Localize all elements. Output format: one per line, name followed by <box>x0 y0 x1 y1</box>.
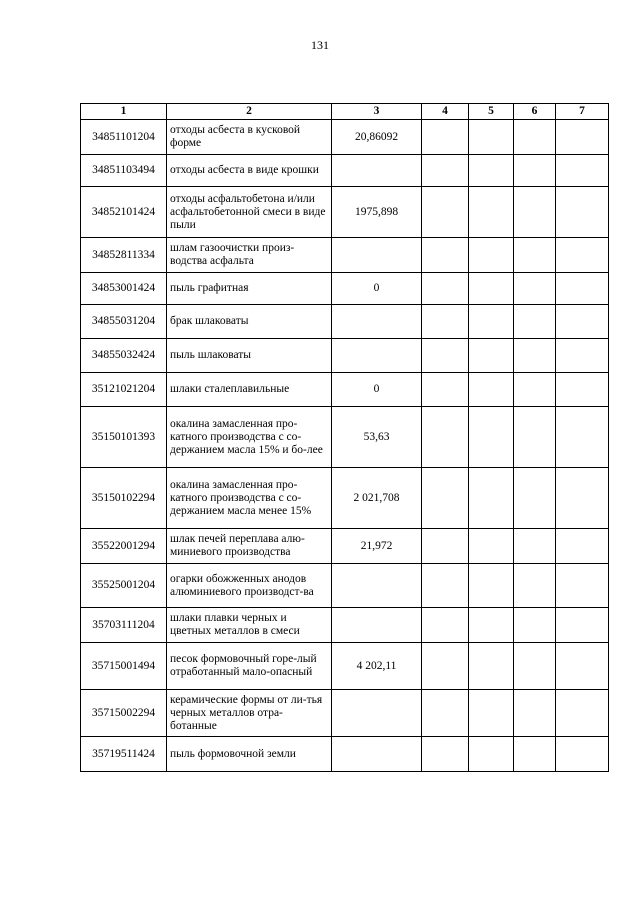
empty-cell <box>422 339 469 373</box>
table-row <box>81 187 609 238</box>
waste-name-cell: окалина замасленная про-катного производства с со-держанием масла менее 15% <box>167 468 332 529</box>
empty-cell <box>422 305 469 339</box>
empty-cell <box>556 529 609 564</box>
empty-cell <box>514 187 556 238</box>
column-header: 1 <box>81 104 167 120</box>
amount-cell: 0 <box>332 373 422 407</box>
empty-cell <box>469 643 514 690</box>
amount-cell <box>332 564 422 608</box>
empty-cell <box>469 373 514 407</box>
table-row <box>81 407 609 468</box>
empty-cell <box>514 690 556 737</box>
empty-cell <box>556 643 609 690</box>
amount-cell <box>332 737 422 772</box>
waste-code-cell: 34852811334 <box>81 238 167 273</box>
table-row <box>81 339 609 373</box>
waste-name-cell: пыль графитная <box>167 273 332 305</box>
empty-cell <box>514 468 556 529</box>
table-row <box>81 564 609 608</box>
empty-cell <box>422 737 469 772</box>
column-header: 2 <box>167 104 332 120</box>
empty-cell <box>469 155 514 187</box>
empty-cell <box>422 468 469 529</box>
amount-cell <box>332 690 422 737</box>
empty-cell <box>469 407 514 468</box>
waste-name-cell: огарки обожженных анодов алюминиевого производст-ва <box>167 564 332 608</box>
amount-cell: 20,86092 <box>332 120 422 155</box>
waste-code-cell: 35719511424 <box>81 737 167 772</box>
empty-cell <box>422 608 469 643</box>
amount-cell: 2 021,708 <box>332 468 422 529</box>
waste-code-cell: 35150101393 <box>81 407 167 468</box>
table-row <box>81 529 609 564</box>
empty-cell <box>556 690 609 737</box>
empty-cell <box>556 339 609 373</box>
empty-cell <box>422 238 469 273</box>
waste-code-cell: 35522001294 <box>81 529 167 564</box>
waste-code-cell: 34851103494 <box>81 155 167 187</box>
page-number: 131 <box>311 38 329 52</box>
empty-cell <box>514 529 556 564</box>
waste-name-cell: шлаки плавки черных и цветных металлов в смеси <box>167 608 332 643</box>
empty-cell <box>514 373 556 407</box>
empty-cell <box>469 737 514 772</box>
empty-cell <box>469 564 514 608</box>
empty-cell <box>514 608 556 643</box>
amount-cell <box>332 339 422 373</box>
empty-cell <box>469 187 514 238</box>
waste-name-cell: шлаки сталеплавильные <box>167 373 332 407</box>
column-header: 6 <box>514 104 556 120</box>
empty-cell <box>469 305 514 339</box>
amount-cell: 4 202,11 <box>332 643 422 690</box>
empty-cell <box>556 155 609 187</box>
amount-cell: 1975,898 <box>332 187 422 238</box>
header-row <box>81 104 609 120</box>
empty-cell <box>556 407 609 468</box>
waste-name-cell: пыль шлаковаты <box>167 339 332 373</box>
empty-cell <box>469 690 514 737</box>
waste-name-cell: отходы асбеста в кусковой форме <box>167 120 332 155</box>
empty-cell <box>556 373 609 407</box>
empty-cell <box>422 373 469 407</box>
table-row <box>81 120 609 155</box>
waste-code-cell: 35715002294 <box>81 690 167 737</box>
waste-name-cell: отходы асфальтобетона и/или асфальтобетонной смеси в виде пыли <box>167 187 332 238</box>
empty-cell <box>422 407 469 468</box>
waste-code-cell: 34853001424 <box>81 273 167 305</box>
empty-cell <box>556 305 609 339</box>
waste-code-cell: 34851101204 <box>81 120 167 155</box>
column-header: 3 <box>332 104 422 120</box>
empty-cell <box>422 273 469 305</box>
waste-code-cell: 34852101424 <box>81 187 167 238</box>
empty-cell <box>514 305 556 339</box>
waste-name-cell: пыль формовочной земли <box>167 737 332 772</box>
amount-cell: 53,63 <box>332 407 422 468</box>
column-header: 7 <box>556 104 609 120</box>
waste-code-cell: 35121021204 <box>81 373 167 407</box>
empty-cell <box>422 187 469 238</box>
empty-cell <box>469 468 514 529</box>
table-row <box>81 373 609 407</box>
empty-cell <box>469 238 514 273</box>
empty-cell <box>514 339 556 373</box>
empty-cell <box>556 564 609 608</box>
table-row <box>81 643 609 690</box>
empty-cell <box>514 564 556 608</box>
waste-code-cell: 35525001204 <box>81 564 167 608</box>
empty-cell <box>556 187 609 238</box>
waste-name-cell: керамические формы от ли-тья черных металлов отра-ботанные <box>167 690 332 737</box>
waste-name-cell: отходы асбеста в виде крошки <box>167 155 332 187</box>
empty-cell <box>556 273 609 305</box>
table-row <box>81 273 609 305</box>
empty-cell <box>556 468 609 529</box>
table-row <box>81 737 609 772</box>
waste-name-cell: шлак печей переплава алю-миниевого производства <box>167 529 332 564</box>
table-row <box>81 468 609 529</box>
empty-cell <box>556 737 609 772</box>
table-row <box>81 305 609 339</box>
empty-cell <box>469 608 514 643</box>
waste-code-cell: 35715001494 <box>81 643 167 690</box>
empty-cell <box>422 564 469 608</box>
waste-name-cell: окалина замасленная про-катного производства с со-держанием масла 15% и бо-лее <box>167 407 332 468</box>
table-row <box>81 608 609 643</box>
amount-cell <box>332 155 422 187</box>
table-row <box>81 690 609 737</box>
amount-cell <box>332 238 422 273</box>
empty-cell <box>422 120 469 155</box>
empty-cell <box>556 238 609 273</box>
column-header: 4 <box>422 104 469 120</box>
empty-cell <box>422 155 469 187</box>
empty-cell <box>469 120 514 155</box>
column-header: 5 <box>469 104 514 120</box>
empty-cell <box>514 407 556 468</box>
waste-code-cell: 35703111204 <box>81 608 167 643</box>
empty-cell <box>514 120 556 155</box>
amount-cell: 21,972 <box>332 529 422 564</box>
waste-table <box>80 103 609 772</box>
amount-cell: 0 <box>332 273 422 305</box>
empty-cell <box>556 120 609 155</box>
empty-cell <box>514 273 556 305</box>
empty-cell <box>556 608 609 643</box>
empty-cell <box>469 339 514 373</box>
empty-cell <box>514 155 556 187</box>
empty-cell <box>469 529 514 564</box>
empty-cell <box>422 690 469 737</box>
waste-code-cell: 35150102294 <box>81 468 167 529</box>
waste-name-cell: брак шлаковаты <box>167 305 332 339</box>
amount-cell <box>332 608 422 643</box>
empty-cell <box>514 643 556 690</box>
empty-cell <box>514 737 556 772</box>
empty-cell <box>422 643 469 690</box>
waste-name-cell: шлам газоочистки произ-водства асфальта <box>167 238 332 273</box>
waste-code-cell: 34855032424 <box>81 339 167 373</box>
table-row <box>81 238 609 273</box>
table-row <box>81 155 609 187</box>
empty-cell <box>422 529 469 564</box>
waste-code-cell: 34855031204 <box>81 305 167 339</box>
empty-cell <box>514 238 556 273</box>
empty-cell <box>469 273 514 305</box>
amount-cell <box>332 305 422 339</box>
waste-name-cell: песок формовочный горе-лый отработанный мало-опасный <box>167 643 332 690</box>
